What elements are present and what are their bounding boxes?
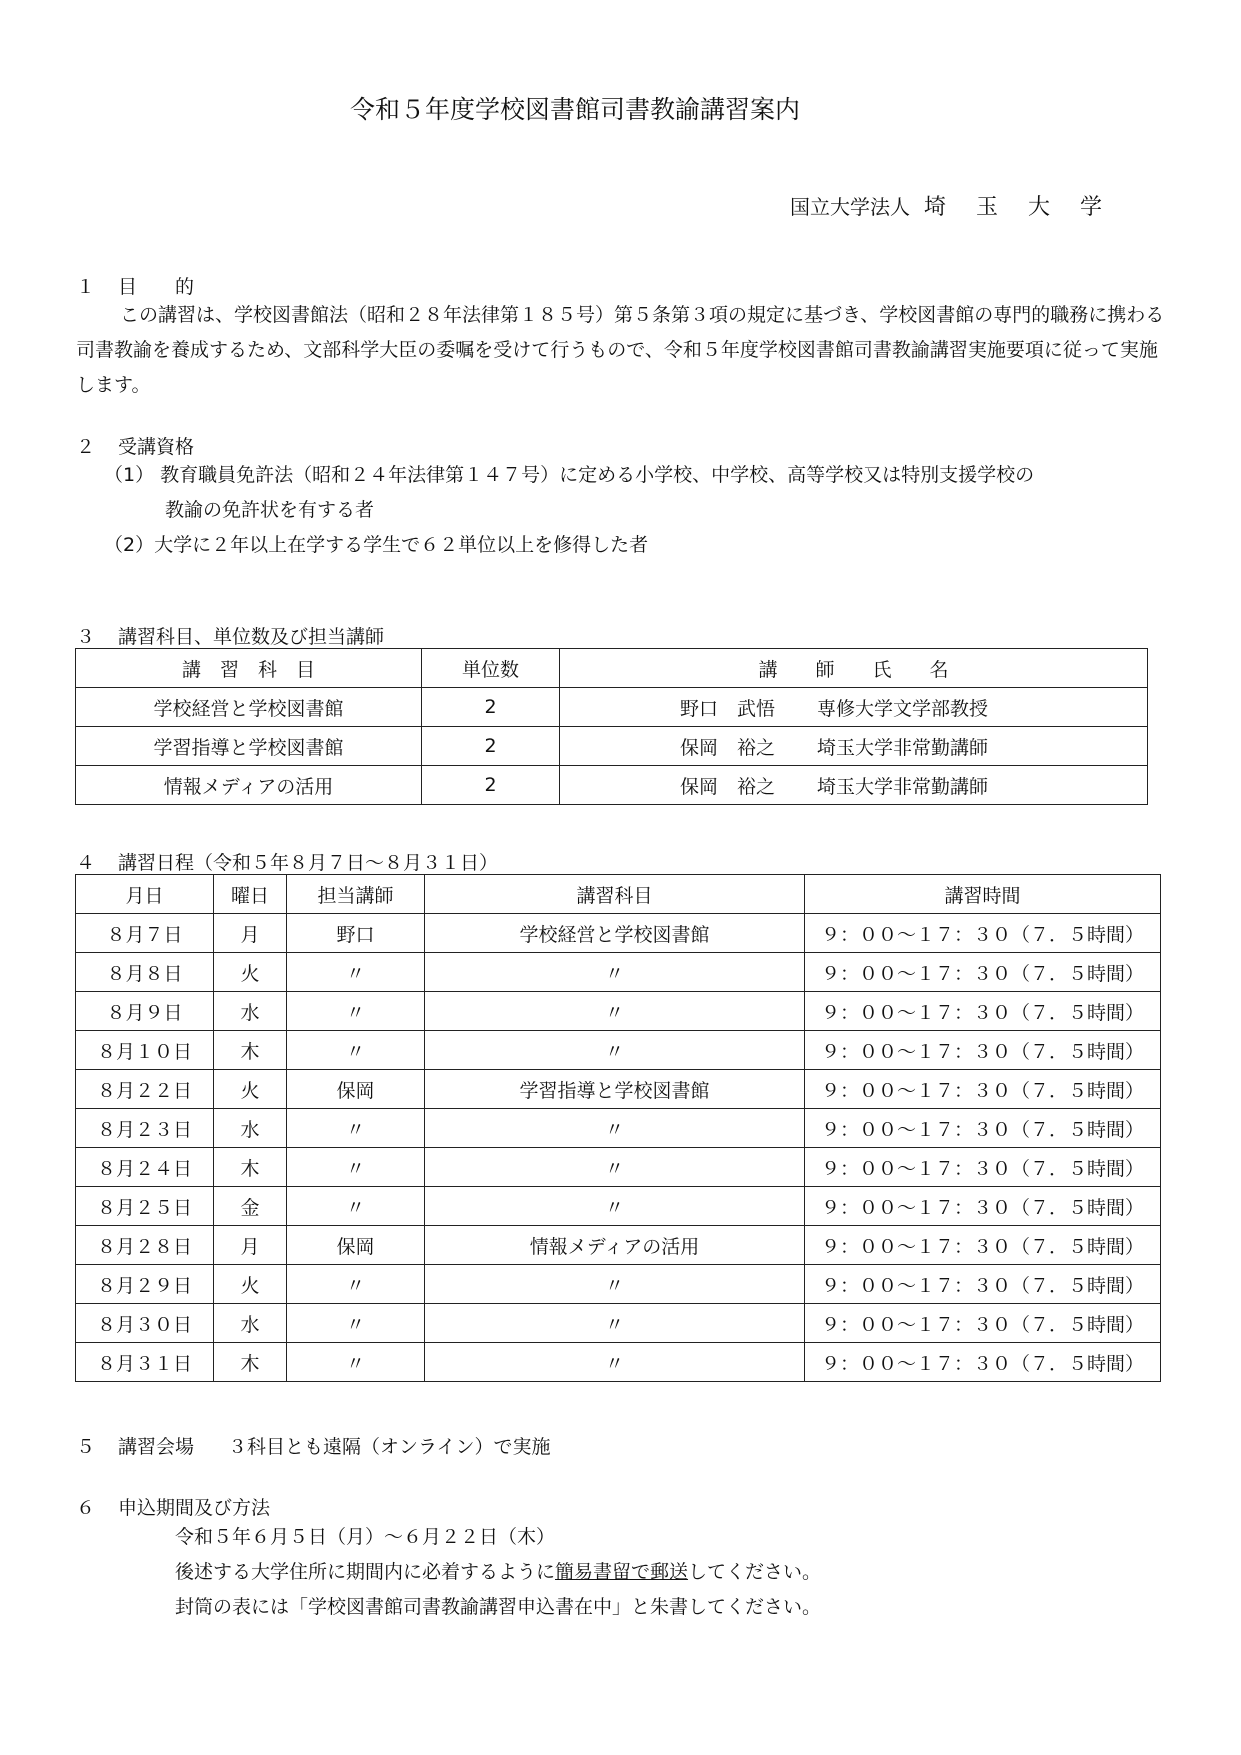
subject-cell: 学習指導と学校図書館	[76, 727, 422, 766]
subject-cell: 学習指導と学校図書館	[425, 1070, 805, 1109]
lecturer-name: 保岡 裕之	[680, 775, 776, 798]
section-number: ２	[76, 436, 96, 458]
subject-cell: 〃	[425, 1148, 805, 1187]
lecturer-cell	[560, 688, 1148, 727]
lecturer-cell: 〃	[287, 1148, 425, 1187]
lecturer-cell: 〃	[287, 1343, 425, 1382]
lecturer-cell: 〃	[287, 953, 425, 992]
table-row	[76, 1265, 1161, 1304]
subject-cell: 〃	[425, 1109, 805, 1148]
weekday-cell: 火	[214, 953, 287, 992]
lecturer-cell: 〃	[287, 1031, 425, 1070]
date-cell: ８月９日	[76, 992, 214, 1031]
section-heading: 講習会場	[118, 1436, 195, 1458]
section-schedule-heading	[76, 848, 498, 875]
schedule-body	[76, 914, 1161, 1382]
application-method	[175, 1555, 821, 1590]
section-heading: 目 的	[118, 276, 195, 298]
credits-cell: 2	[422, 727, 560, 766]
eligibility-item-1	[104, 458, 1034, 493]
method-text-end: してください。	[688, 1561, 822, 1583]
organization	[790, 190, 1132, 221]
header-lecturer: 担当講師	[287, 875, 425, 914]
header-credits: 単位数	[422, 649, 560, 688]
weekday-cell: 木	[214, 1343, 287, 1382]
schedule-table	[75, 874, 1161, 1382]
weekday-cell: 月	[214, 1226, 287, 1265]
time-cell: ９：００～１７：３０（７．５時間）	[805, 1343, 1161, 1382]
subject-cell: 情報メディアの活用	[76, 766, 422, 805]
section-number: ３	[76, 626, 96, 648]
table-row	[76, 727, 1148, 766]
table-row	[76, 1226, 1161, 1265]
date-cell: ８月１０日	[76, 1031, 214, 1070]
section-heading: 申込期間及び方法	[118, 1497, 271, 1519]
weekday-cell: 水	[214, 992, 287, 1031]
time-cell: ９：００～１７：３０（７．５時間）	[805, 953, 1161, 992]
lecturer-cell: 〃	[287, 1265, 425, 1304]
table-row	[76, 1304, 1161, 1343]
section-number: ５	[76, 1436, 96, 1458]
date-cell: ８月２９日	[76, 1265, 214, 1304]
university-name: 埼玉大学	[924, 195, 1133, 220]
subject-cell: 〃	[425, 992, 805, 1031]
venue-text: ３科目とも遠隔（オンライン）で実施	[228, 1436, 551, 1458]
subjects-table	[75, 648, 1148, 805]
lecturer-cell	[560, 727, 1148, 766]
table-header-row	[76, 649, 1148, 688]
table-row	[76, 1031, 1161, 1070]
time-cell: ９：００～１７：３０（７．５時間）	[805, 914, 1161, 953]
registered-mail-emphasis: 簡易書留で郵送	[555, 1561, 689, 1583]
table-row	[76, 992, 1161, 1031]
subject-cell: 学校経営と学校図書館	[425, 914, 805, 953]
table-row	[76, 953, 1161, 992]
subject-cell: 〃	[425, 1031, 805, 1070]
lecturer-cell: 保岡	[287, 1070, 425, 1109]
weekday-cell: 火	[214, 1070, 287, 1109]
date-cell: ８月２２日	[76, 1070, 214, 1109]
lecturer-cell: 〃	[287, 992, 425, 1031]
credits-cell: 2	[422, 766, 560, 805]
time-cell: ９：００～１７：３０（７．５時間）	[805, 1031, 1161, 1070]
lecturer-cell: 野口	[287, 914, 425, 953]
date-cell: ８月７日	[76, 914, 214, 953]
lecturer-cell: 〃	[287, 1304, 425, 1343]
table-row	[76, 1070, 1161, 1109]
time-cell: ９：００～１７：３０（７．５時間）	[805, 1187, 1161, 1226]
weekday-cell: 月	[214, 914, 287, 953]
lecturer-affiliation: 専修大学文学部教授	[817, 697, 989, 720]
header-subject: 講 習 科 目	[76, 649, 422, 688]
section-eligibility-heading	[76, 432, 194, 459]
date-cell: ８月２５日	[76, 1187, 214, 1226]
lecturer-name: 野口 武悟	[680, 697, 776, 720]
application-period: 令和５年６月５日（月）～６月２２日（木）	[175, 1526, 556, 1548]
time-cell: ９：００～１７：３０（７．５時間）	[805, 1226, 1161, 1265]
date-cell: ８月２４日	[76, 1148, 214, 1187]
section-number: １	[76, 276, 96, 298]
subject-cell: 〃	[425, 1304, 805, 1343]
lecturer-cell	[560, 766, 1148, 805]
time-cell: ９：００～１７：３０（７．５時間）	[805, 1148, 1161, 1187]
weekday-cell: 水	[214, 1109, 287, 1148]
table-row	[76, 1187, 1161, 1226]
section-heading: 講習科目、単位数及び担当講師	[118, 626, 385, 648]
subject-cell: 〃	[425, 953, 805, 992]
eligibility-item-2: （2）大学に２年以上在学する学生で６２単位以上を修得した者	[104, 534, 649, 556]
subject-cell: 〃	[425, 1187, 805, 1226]
section-subjects-heading	[76, 622, 384, 649]
table-row	[76, 766, 1148, 805]
date-cell: ８月２３日	[76, 1109, 214, 1148]
document-title: 令和５年度学校図書館司書教諭講習案内	[349, 95, 800, 124]
date-cell: ８月３１日	[76, 1343, 214, 1382]
header-date: 月日	[76, 875, 214, 914]
lecturer-cell: 保岡	[287, 1226, 425, 1265]
table-row	[76, 688, 1148, 727]
section-purpose-heading	[76, 272, 194, 299]
lecturer-affiliation: 埼玉大学非常勤講師	[817, 736, 989, 759]
lecturer-cell: 〃	[287, 1109, 425, 1148]
time-cell: ９：００～１７：３０（７．５時間）	[805, 1265, 1161, 1304]
header-subject: 講習科目	[425, 875, 805, 914]
item-text: 教育職員免許法（昭和２４年法律第１４７号）に定める小学校、中学校、高等学校又は特別支援学校の	[160, 464, 1035, 486]
weekday-cell: 金	[214, 1187, 287, 1226]
table-row	[76, 914, 1161, 953]
table-row	[76, 1148, 1161, 1187]
time-cell: ９：００～１７：３０（７．５時間）	[805, 1304, 1161, 1343]
time-cell: ９：００～１７：３０（７．５時間）	[805, 992, 1161, 1031]
table-row	[76, 1343, 1161, 1382]
section-number: ４	[76, 852, 96, 874]
weekday-cell: 木	[214, 1148, 287, 1187]
section-heading: 講習日程（令和５年８月７日～８月３１日）	[118, 852, 499, 874]
weekday-cell: 火	[214, 1265, 287, 1304]
item-marker: （1）	[104, 464, 155, 486]
table-row	[76, 1109, 1161, 1148]
date-cell: ８月３０日	[76, 1304, 214, 1343]
section-number: ６	[76, 1497, 96, 1519]
lecturer-affiliation: 埼玉大学非常勤講師	[817, 775, 989, 798]
subject-cell: 〃	[425, 1265, 805, 1304]
organization-label: 国立大学法人	[790, 195, 910, 219]
header-lecturer: 講 師 氏 名	[560, 649, 1148, 688]
method-text: 後述する大学住所に期間内に必着するように	[175, 1561, 556, 1583]
header-weekday: 曜日	[214, 875, 287, 914]
weekday-cell: 水	[214, 1304, 287, 1343]
lecturer-cell: 〃	[287, 1187, 425, 1226]
subject-cell: 〃	[425, 1343, 805, 1382]
time-cell: ９：００～１７：３０（７．５時間）	[805, 1070, 1161, 1109]
section-application-heading	[76, 1493, 270, 1520]
date-cell: ８月８日	[76, 953, 214, 992]
subject-cell: 情報メディアの活用	[425, 1226, 805, 1265]
purpose-text: この講習は、学校図書館法（昭和２８年法律第１８５号）第５条第３項の規定に基づき、学校図書館の専門的職務に携わる司書教諭を養成するため、文部科学大臣の委嘱を受けて行うもので、令和５年度学校図書館司書教諭講習実施要項に従って実施します。	[76, 304, 1165, 396]
subject-cell: 学校経営と学校図書館	[76, 688, 422, 727]
header-time: 講習時間	[805, 875, 1161, 914]
credits-cell: 2	[422, 688, 560, 727]
weekday-cell: 木	[214, 1031, 287, 1070]
lecturer-name: 保岡 裕之	[680, 736, 776, 759]
section-venue	[76, 1432, 550, 1459]
section-heading: 受講資格	[118, 436, 195, 458]
time-cell: ９：００～１７：３０（７．５時間）	[805, 1109, 1161, 1148]
eligibility-item-1-continued: 教諭の免許状を有する者	[165, 499, 375, 521]
table-header-row	[76, 875, 1161, 914]
envelope-instruction: 封筒の表には「学校図書館司書教諭講習申込書在中」と朱書してください。	[175, 1596, 822, 1618]
date-cell: ８月２８日	[76, 1226, 214, 1265]
